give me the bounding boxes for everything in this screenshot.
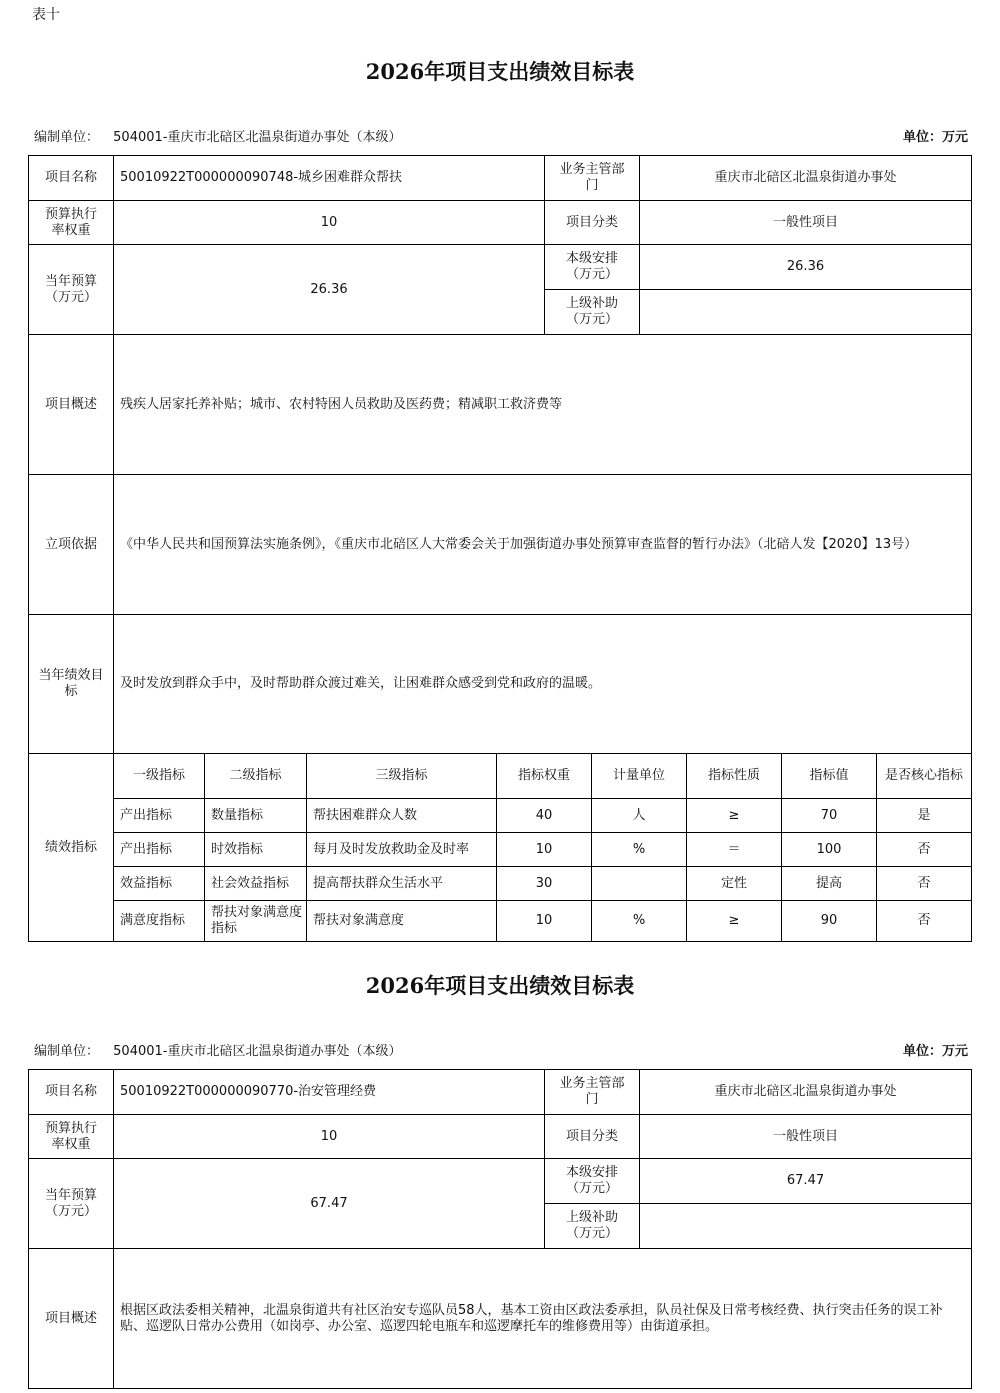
label-upper-level: 上级补助（万元） — [565, 296, 618, 327]
ind-value: 100 — [816, 841, 842, 857]
this-level-value: 67.47 — [786, 1173, 825, 1188]
table-2-title: 2026年项目支出绩效目标表 — [365, 973, 635, 998]
ind-level3: 提高帮扶群众生活水平 — [313, 875, 444, 891]
ind-value: 70 — [820, 807, 838, 823]
category-value: 一般性项目 — [772, 214, 838, 230]
ind-weight: 10 — [535, 913, 553, 928]
ind-level3: 帮扶对象满意度 — [313, 913, 405, 928]
ind-value: 提高 — [815, 875, 842, 891]
ind-level2: 数量指标 — [211, 807, 264, 823]
project-name: 50010922T000000090748-城乡困难群众帮扶 — [120, 170, 403, 185]
budget-value: 26.36 — [310, 281, 348, 297]
label-indicators: 绩效指标 — [44, 839, 97, 855]
ind-core: 是 — [917, 807, 931, 823]
label-weight: 预算执行率权重 — [44, 206, 97, 238]
unit-label: 编制单位： — [34, 130, 100, 145]
ind-weight: 10 — [535, 841, 553, 857]
ind-value: 90 — [820, 913, 838, 928]
overview-text: 根据区政法委相关精神，北温泉街道共有社区治安专巡队员58人，基本工资由区政法委承担，队员社保及日常考核经费、执行突击任务的误工补贴、巡逻队日常办公费用（如岗亭、办公室、巡逻四轮电瓶车和巡逻摩托车的维修费用等）由街道承担。 — [120, 1302, 943, 1334]
unit-name: 504001-重庆市北碚区北温泉街道办事处（本级） — [113, 130, 402, 145]
goal-text: 及时发放到群众手中，及时帮助群众渡过难关，让困难群众感受到党和政府的温暖。 — [120, 676, 602, 691]
ind-header-level1: 一级指标 — [132, 768, 185, 783]
ind-level2: 帮扶对象满意度指标 — [211, 905, 303, 936]
table-1-unit — [34, 126, 401, 145]
label-this-level: 本级安排（万元） — [565, 251, 618, 282]
budget-value: 67.47 — [310, 1195, 348, 1211]
ind-weight: 40 — [535, 807, 553, 823]
ind-nature: ≥ — [728, 913, 740, 928]
unit-label: 编制单位： — [34, 1044, 100, 1059]
ind-header-value: 指标值 — [809, 768, 849, 783]
ind-level1: 满意度指标 — [120, 913, 186, 928]
label-weight: 预算执行率权重 — [44, 1120, 97, 1152]
unit-name: 504001-重庆市北碚区北温泉街道办事处（本级） — [113, 1044, 402, 1059]
ind-weight: 30 — [535, 875, 553, 891]
upper-level-value — [640, 290, 971, 334]
label-this-level: 本级安排（万元） — [565, 1165, 618, 1196]
label-budget: 当年预算（万元） — [44, 1187, 97, 1219]
project-name: 50010922T000000090770-治安管理经费 — [120, 1084, 377, 1099]
weight-value: 10 — [320, 1128, 338, 1144]
label-project-name: 项目名称 — [44, 170, 97, 185]
basis-text: 《中华人民共和国预算法实施条例》，《重庆市北碚区人大常委会关于加强街道办事处预算审查监督的暂行办法》（北碚人发【2020】13号） — [120, 536, 918, 552]
label-dept: 业务主管部门 — [559, 162, 625, 193]
overview-text: 残疾人居家托养补贴；城市、农村特困人员救助及医药费；精减职工救济费等 — [120, 396, 563, 412]
ind-unit: 人 — [632, 807, 646, 823]
label-basis: 立项依据 — [44, 536, 97, 552]
this-level-value: 26.36 — [786, 259, 825, 274]
ind-level3: 每月及时发放救助金及时率 — [313, 841, 470, 857]
currency-label: 单位：万元 — [902, 1044, 968, 1059]
label-category: 项目分类 — [565, 1128, 618, 1144]
ind-core: 否 — [917, 841, 931, 857]
page-tag: 表十 — [32, 7, 60, 23]
ind-level2: 社会效益指标 — [211, 875, 290, 891]
ind-header-level2: 二级指标 — [229, 768, 282, 783]
ind-nature: 定性 — [720, 875, 747, 891]
label-overview: 项目概述 — [44, 1310, 97, 1326]
ind-core: 否 — [917, 875, 931, 891]
ind-unit: % — [632, 841, 646, 857]
ind-level2: 时效指标 — [211, 841, 264, 857]
ind-nature: ＝ — [727, 841, 741, 857]
ind-header-nature: 指标性质 — [707, 768, 760, 783]
table-1-title: 2026年项目支出绩效目标表 — [365, 59, 635, 84]
ind-unit: % — [632, 913, 646, 928]
ind-level1: 产出指标 — [120, 841, 173, 857]
ind-level3: 帮扶困难群众人数 — [313, 807, 418, 823]
ind-level1: 产出指标 — [120, 807, 173, 823]
label-budget: 当年预算（万元） — [44, 273, 97, 305]
upper-level-value — [640, 1204, 971, 1248]
ind-core: 否 — [917, 913, 931, 928]
label-dept: 业务主管部门 — [559, 1076, 625, 1107]
ind-unit — [592, 867, 686, 900]
label-project-name: 项目名称 — [44, 1084, 97, 1099]
ind-header-level3: 三级指标 — [375, 768, 428, 783]
label-goal: 当年绩效目标 — [38, 668, 104, 699]
weight-value: 10 — [320, 214, 338, 230]
label-overview: 项目概述 — [44, 396, 97, 412]
dept-name: 重庆市北碚区北温泉街道办事处 — [714, 1084, 897, 1099]
ind-header-core: 是否核心指标 — [885, 768, 964, 783]
label-upper-level: 上级补助（万元） — [565, 1210, 618, 1241]
currency-label: 单位：万元 — [902, 130, 968, 145]
ind-nature: ≥ — [728, 807, 740, 823]
ind-level1: 效益指标 — [120, 875, 173, 891]
category-value: 一般性项目 — [772, 1128, 838, 1144]
ind-header-unit: 计量单位 — [612, 768, 665, 783]
table-2-unit — [34, 1040, 401, 1059]
label-category: 项目分类 — [565, 214, 618, 230]
ind-header-weight: 指标权重 — [517, 768, 570, 783]
dept-name: 重庆市北碚区北温泉街道办事处 — [714, 170, 897, 185]
